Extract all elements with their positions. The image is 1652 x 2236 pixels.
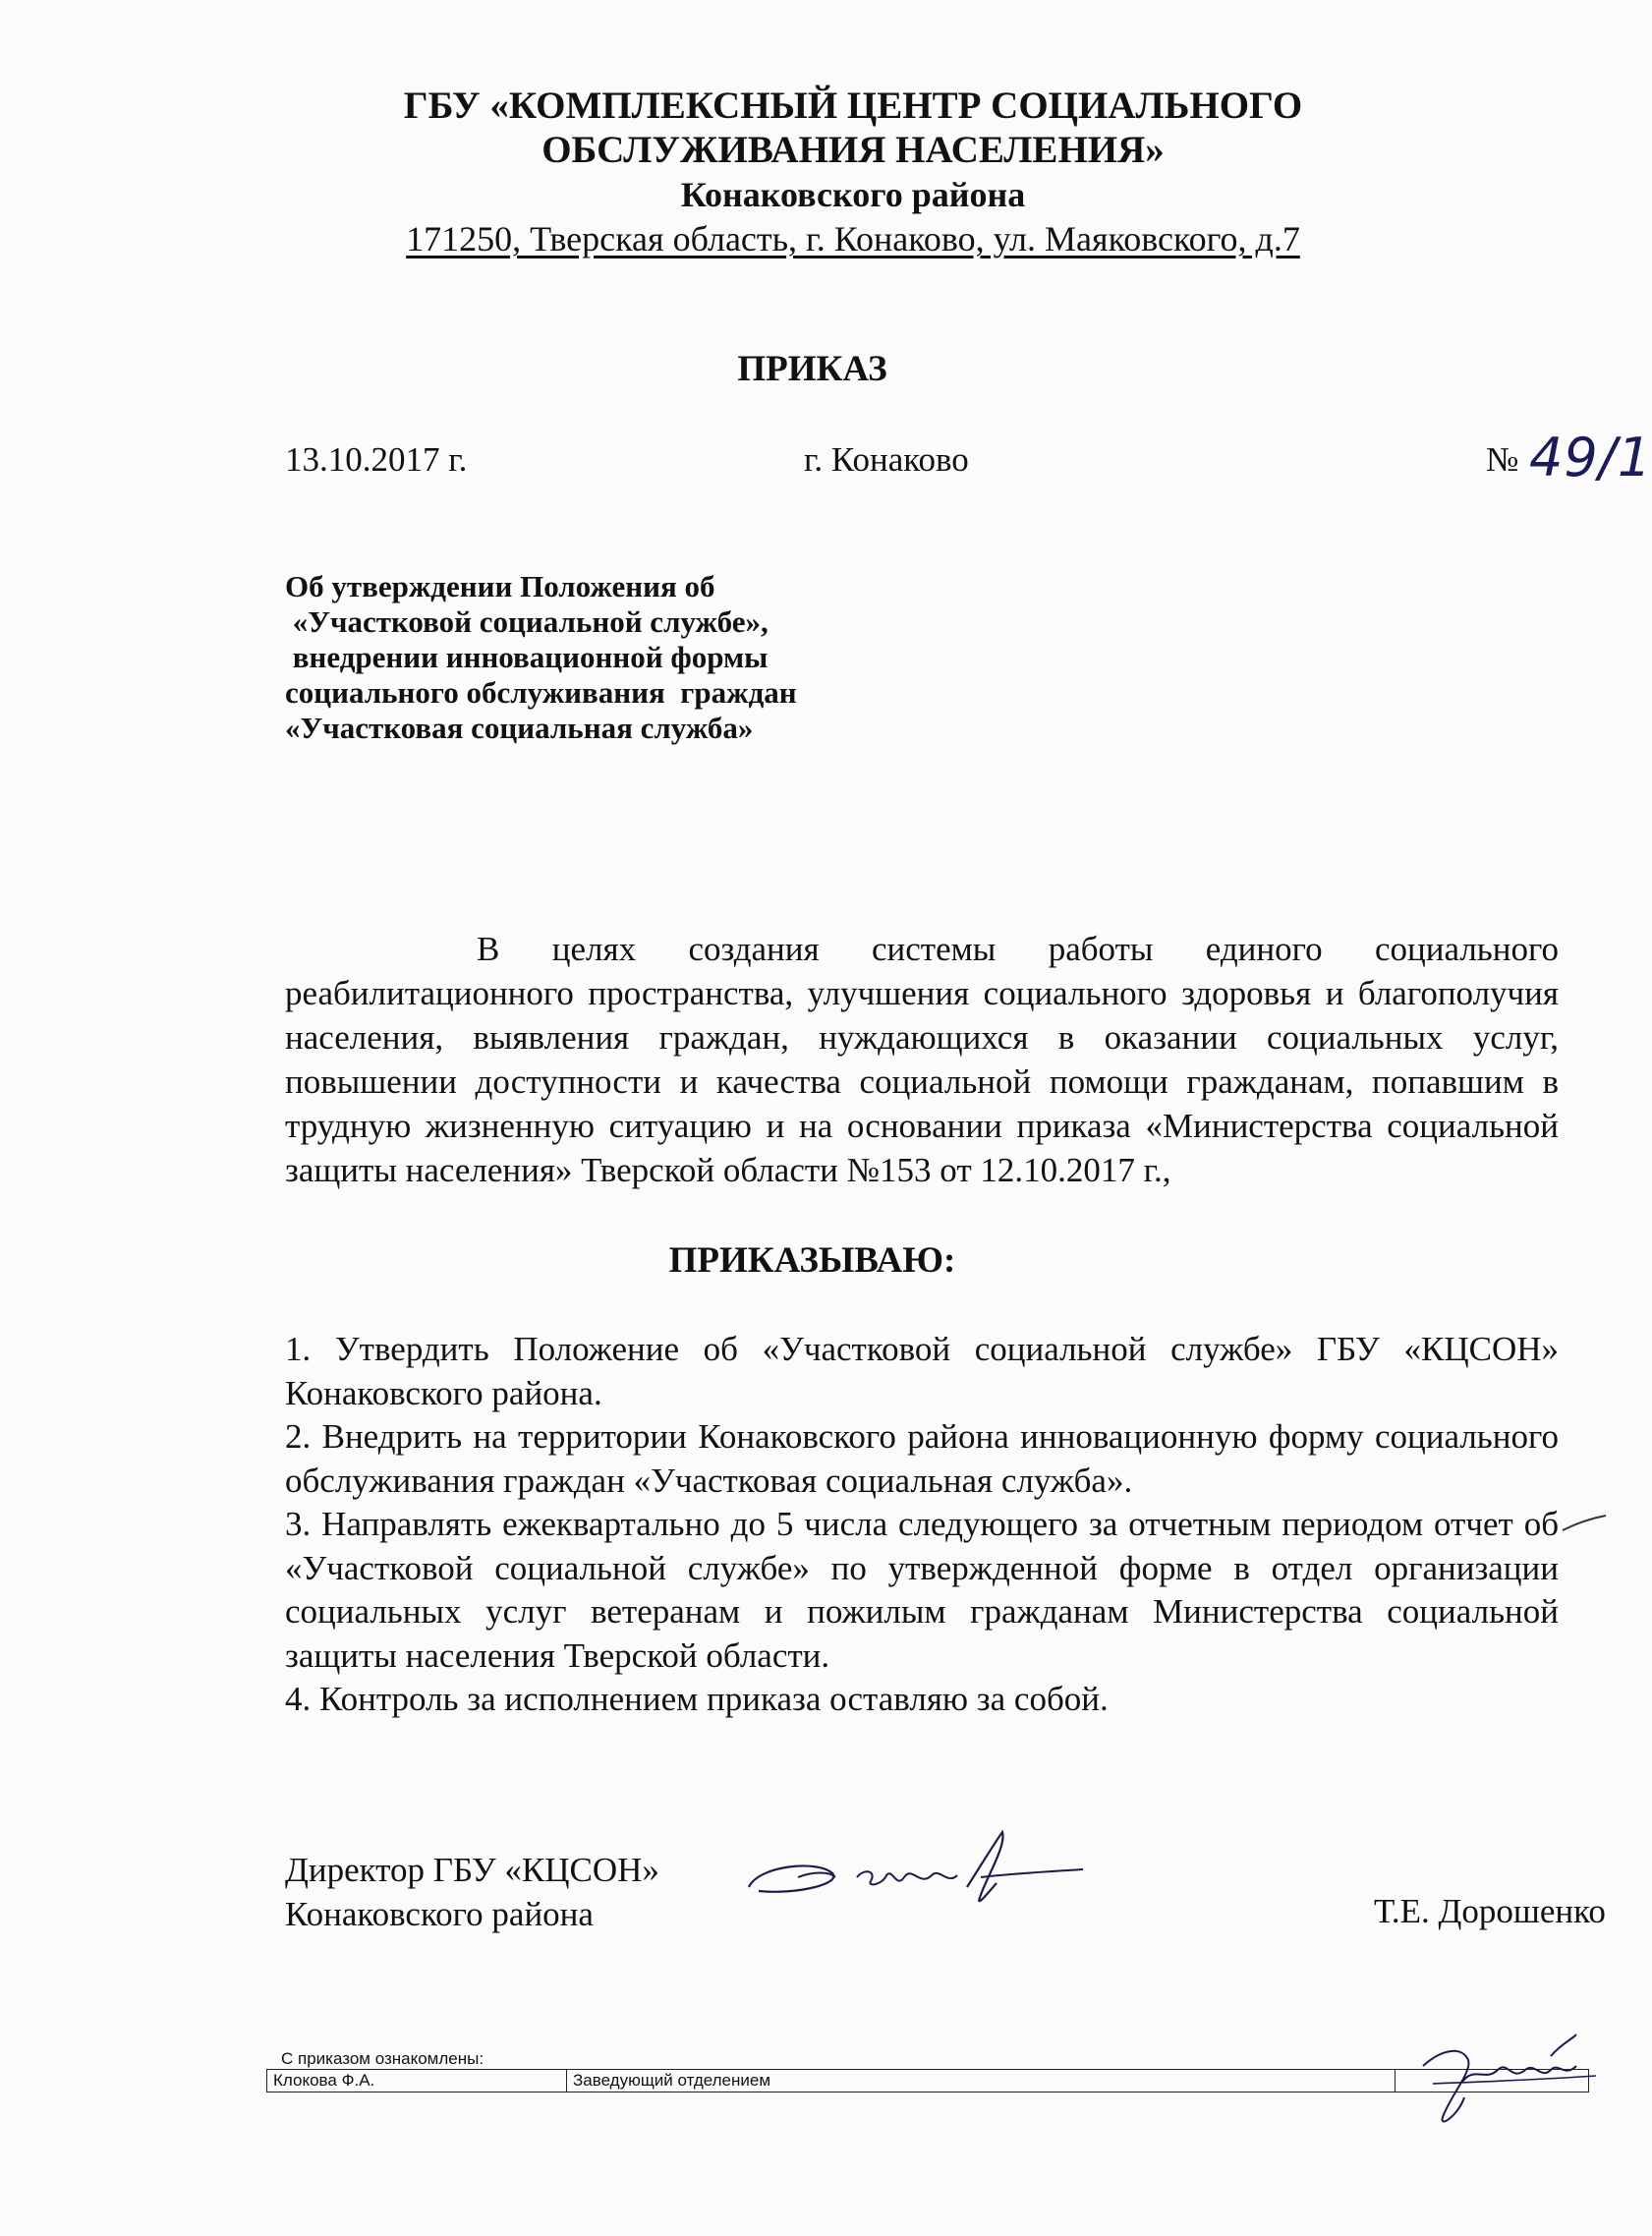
subject-line: «Участковая социальная служба»: [285, 711, 754, 745]
ack-employee-name: Клокова Ф.А.: [267, 2070, 567, 2093]
order-item: 3. Направлять ежеквартально до 5 числа следующего за отчетным периодом отчет об «Участковой социальной службе» по утвержденной форме в отдел организации социальных услуг ветеранам и пожилым гражданам Министерства социальной защиты населения Тверской области.: [285, 1505, 1559, 1675]
preamble-text: В целях создания системы работы единого социального реабилитационного пространства, улучшения социального здоровья и благополучия населения, выявления граждан, нуждающихся в оказании социальных услуг, повышении доступности и качества социальной помощи гражданам, попавшим в трудную жизненную ситуацию и на основании приказа «Министерства социальной защиты населения» Тверской области №153 от 12.10.2017 г.,: [285, 930, 1559, 1189]
order-number-handwritten: 49/1: [1529, 427, 1652, 488]
document-title: ПРИКАЗ: [737, 349, 887, 389]
subject-line: социального обслуживания граждан: [285, 675, 797, 710]
ack-employee-position: Заведующий отделением: [567, 2070, 1396, 2093]
acknowledgement-label: С приказом ознакомлены:: [281, 2049, 484, 2068]
signatory-position-line: Конаковского района: [285, 1895, 594, 1933]
subject-line: Об утверждении Положения об: [285, 569, 715, 603]
org-name-line-2: ОБСЛУЖИВАНИЯ НАСЕЛЕНИЯ»: [541, 129, 1165, 171]
signatory-position: [285, 1848, 659, 1936]
margin-tick-mark: [1561, 1513, 1608, 1534]
director-signature: [739, 1826, 1093, 1915]
order-item: 1. Утвердить Положение об «Участковой социальной службе» ГБУ «КЦСОН» Конаковского района.: [285, 1330, 1559, 1412]
org-district: Конаковского района: [680, 175, 1026, 214]
order-number-label: №: [1486, 440, 1519, 479]
command-heading: ПРИКАЗЫВАЮ:: [668, 1240, 956, 1281]
subject-line: «Участковой социальной службе»,: [285, 604, 769, 639]
signatory-position-line: Директор ГБУ «КЦСОН»: [285, 1851, 659, 1889]
order-subject: [285, 569, 797, 746]
table-row: [267, 2070, 1589, 2093]
org-name-line-1: ГБУ «КОМПЛЕКСНЫЙ ЦЕНТР СОЦИАЛЬНОГО: [403, 85, 1303, 127]
order-date: 13.10.2017 г.: [285, 440, 468, 479]
preamble-paragraph: [285, 927, 1559, 1192]
employee-signature: [1403, 2027, 1600, 2135]
signatory-name: Т.Е. Дорошенко: [1374, 1892, 1606, 1930]
acknowledgement-table: [266, 2069, 1589, 2093]
order-item: 4. Контроль за исполнением приказа оставляю за собой.: [285, 1680, 1109, 1718]
org-address: 171250, Тверская область, г. Конаково, ул. Маяковского, д.7: [406, 219, 1300, 258]
order-items: [285, 1328, 1559, 1722]
subject-line: внедрении инновационной формы: [285, 640, 769, 674]
order-city: г. Конаково: [804, 440, 969, 479]
order-item: 2. Внедрить на территории Конаковского района инновационную форму социального обслуживания граждан «Участковая социальная служба».: [285, 1417, 1559, 1500]
